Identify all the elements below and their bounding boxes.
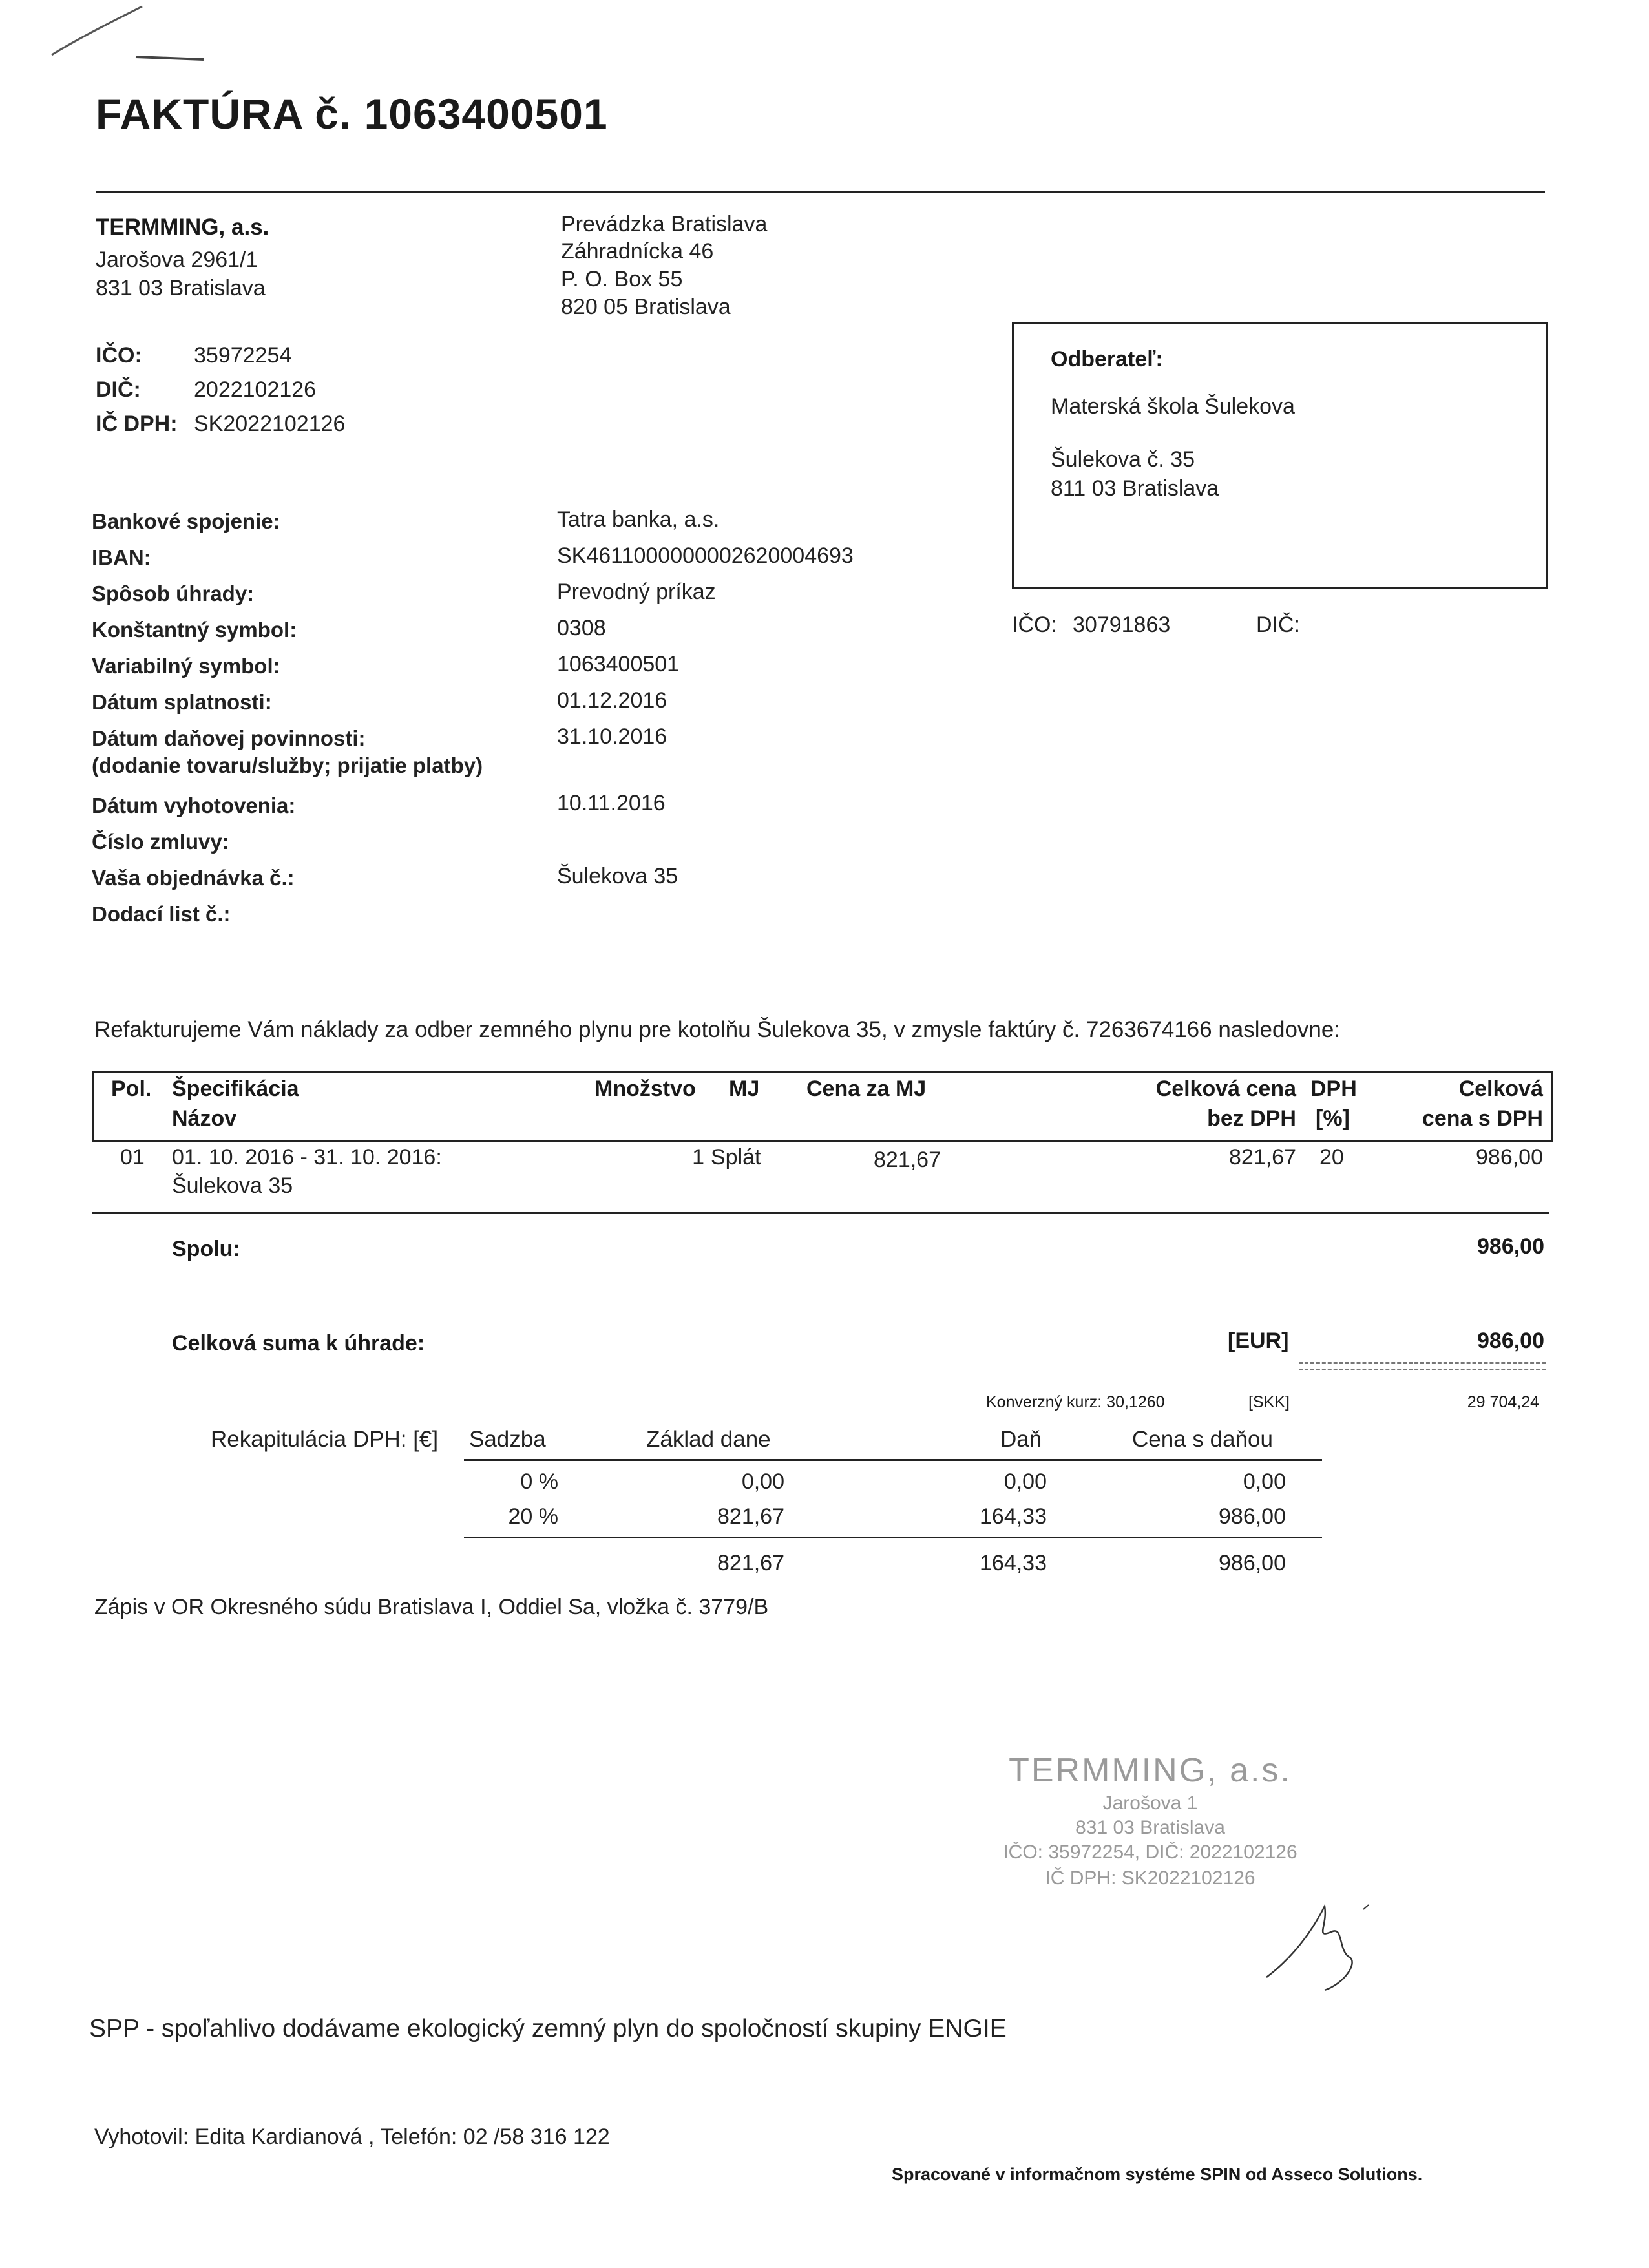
detail-label: Dátum splatnosti:	[92, 690, 272, 714]
conversion-rate: Konverzný kurz: 30,1260	[986, 1393, 1165, 1411]
stamp-line: 831 03 Bratislava	[1075, 1817, 1225, 1838]
detail-value: 31.10.2016	[557, 724, 667, 749]
col-s-dph: Celková	[1458, 1076, 1543, 1101]
vat-col-sadzba: Sadzba	[469, 1427, 546, 1452]
stamp-line: IČO: 35972254, DIČ: 2022102126	[1003, 1842, 1297, 1863]
stamp-line: Jarošova 1	[1102, 1792, 1198, 1814]
col-pol: Pol.	[111, 1076, 152, 1101]
total-due-value: 986,00	[1477, 1328, 1544, 1353]
detail-label: Číslo zmluvy:	[92, 830, 229, 854]
col-bez-dph: bez DPH	[1207, 1106, 1296, 1131]
table-divider	[92, 1212, 1549, 1214]
customer-name: Materská škola Šulekova	[1051, 394, 1295, 419]
detail-value: Šulekova 35	[557, 864, 678, 888]
customer-ico: 30791863	[1073, 613, 1171, 637]
total-dash-line	[1299, 1362, 1546, 1364]
pen-mark	[39, 0, 220, 71]
detail-value: Prevodný príkaz	[557, 580, 716, 604]
vat-row-cena: 986,00	[1219, 1504, 1286, 1529]
customer-heading: Odberateľ:	[1051, 347, 1163, 372]
spolu-value: 986,00	[1477, 1234, 1544, 1259]
supplier-dic: 2022102126	[194, 377, 317, 402]
col-s-dph: cena s DPH	[1422, 1106, 1543, 1131]
col-dph: [%]	[1316, 1106, 1350, 1131]
col-cena-mj: Cena za MJ	[806, 1076, 927, 1101]
supplier-name: TERMMING, a.s.	[96, 215, 269, 240]
intro-text: Refakturujeme Vám náklady za odber zemného plynu pre kotolňu Šulekova 35, v zmysle faktúry č. 7263674166 nasledovne:	[94, 1017, 1341, 1042]
supplier-ico-label: IČO:	[96, 343, 142, 368]
total-due-label: Celková suma k úhrade:	[172, 1331, 425, 1356]
row-pol: 01	[120, 1145, 145, 1170]
vat-divider	[464, 1459, 1322, 1461]
spolu-label: Spolu:	[172, 1237, 240, 1261]
detail-value: 10.11.2016	[557, 791, 666, 815]
supplier-ico: 35972254	[194, 343, 292, 368]
currency-label: [EUR]	[1228, 1328, 1289, 1353]
customer-ico-label: IČO:	[1012, 613, 1057, 637]
col-bez-dph: Celková cena	[1155, 1076, 1296, 1101]
customer-street: Šulekova č. 35	[1051, 447, 1195, 472]
detail-label: Dátum vyhotovenia:	[92, 793, 296, 817]
slogan: SPP - spoľahlivo dodávame ekologický zemný plyn do spoločností skupiny ENGIE	[89, 2015, 1007, 2042]
skk-value: 29 704,24	[1467, 1393, 1539, 1411]
vat-row-dan: 0,00	[1003, 1469, 1047, 1494]
vat-total-divider	[464, 1537, 1322, 1538]
customer-city: 811 03 Bratislava	[1051, 476, 1219, 501]
skk-label: [SKK]	[1248, 1393, 1290, 1411]
col-dph: DPH	[1310, 1076, 1357, 1101]
col-nazov: Názov	[172, 1106, 237, 1131]
supplier-city: 831 03 Bratislava	[96, 276, 266, 300]
branch-line: Prevádzka Bratislava	[561, 212, 768, 236]
vat-col-cena: Cena s daňou	[1132, 1427, 1273, 1452]
vat-row-sadzba: 20 %	[508, 1504, 558, 1529]
signature	[1254, 1887, 1383, 1997]
col-mj: MJ	[729, 1076, 760, 1101]
vat-recap-label: Rekapitulácia DPH: [€]	[211, 1427, 439, 1452]
customer-dic-label: DIČ:	[1256, 613, 1300, 637]
detail-label: Konštantný symbol:	[92, 618, 297, 642]
detail-label: (dodanie tovaru/služby; prijatie platby)	[92, 753, 483, 777]
vat-total-cena: 986,00	[1219, 1551, 1286, 1575]
detail-label: Spôsob úhrady:	[92, 582, 255, 605]
row-mnozstvo: 1	[692, 1145, 704, 1170]
registration-note: Zápis v OR Okresného súdu Bratislava I, Oddiel Sa, vložka č. 3779/B	[94, 1595, 769, 1619]
supplier-street: Jarošova 2961/1	[96, 247, 258, 272]
stamp-line: IČ DPH: SK2022102126	[1045, 1867, 1255, 1889]
branch-line: P. O. Box 55	[561, 267, 683, 291]
row-mj: Splát	[711, 1145, 761, 1170]
invoice-title: FAKTÚRA č. 1063400501	[96, 90, 608, 138]
vat-total-zaklad: 821,67	[717, 1551, 784, 1575]
row-nazov: Šulekova 35	[172, 1173, 293, 1198]
row-bez-dph: 821,67	[1229, 1145, 1296, 1170]
supplier-icdph-label: IČ DPH:	[96, 412, 178, 436]
system-note: Spracované v informačnom systéme SPIN od Asseco Solutions.	[892, 2165, 1423, 2184]
detail-value: 01.12.2016	[557, 688, 667, 713]
row-dph: 20	[1319, 1145, 1344, 1170]
detail-value: 0308	[557, 616, 606, 640]
issued-by: Vyhotovil: Edita Kardianová , Telefón: 02 /58 316 122	[94, 2125, 610, 2149]
title-divider	[96, 191, 1545, 193]
vat-total-dan: 164,33	[980, 1551, 1047, 1575]
vat-row-zaklad: 0,00	[741, 1469, 784, 1494]
supplier-icdph: SK2022102126	[194, 412, 346, 436]
branch-line: Záhradnícka 46	[561, 239, 714, 264]
detail-label: Variabilný symbol:	[92, 654, 280, 678]
col-spec: Špecifikácia	[172, 1076, 299, 1101]
detail-value: 1063400501	[557, 652, 680, 677]
detail-label: Bankové spojenie:	[92, 509, 280, 533]
detail-label: Dátum daňovej povinnosti:	[92, 726, 366, 750]
branch-line: 820 05 Bratislava	[561, 295, 731, 319]
stamp-line: TERMMING, a.s.	[1009, 1752, 1292, 1789]
row-spec: 01. 10. 2016 - 31. 10. 2016:	[172, 1145, 442, 1170]
vat-row-dan: 164,33	[980, 1504, 1047, 1529]
detail-label: Vaša objednávka č.:	[92, 866, 295, 890]
row-s-dph: 986,00	[1476, 1145, 1543, 1170]
vat-col-dan: Daň	[1000, 1427, 1042, 1452]
total-dash-line	[1299, 1369, 1546, 1370]
detail-value: Tatra banka, a.s.	[557, 507, 720, 532]
col-mnozstvo: Množstvo	[594, 1076, 696, 1101]
supplier-dic-label: DIČ:	[96, 377, 141, 402]
detail-label: IBAN:	[92, 545, 151, 569]
detail-value: SK4611000000002620004693	[557, 543, 854, 568]
detail-label: Dodací list č.:	[92, 902, 231, 926]
vat-row-zaklad: 821,67	[717, 1504, 784, 1529]
vat-row-cena: 0,00	[1243, 1469, 1286, 1494]
vat-col-zaklad: Základ dane	[646, 1427, 771, 1452]
row-cena-mj: 821,67	[874, 1148, 941, 1172]
vat-row-sadzba: 0 %	[520, 1469, 558, 1494]
